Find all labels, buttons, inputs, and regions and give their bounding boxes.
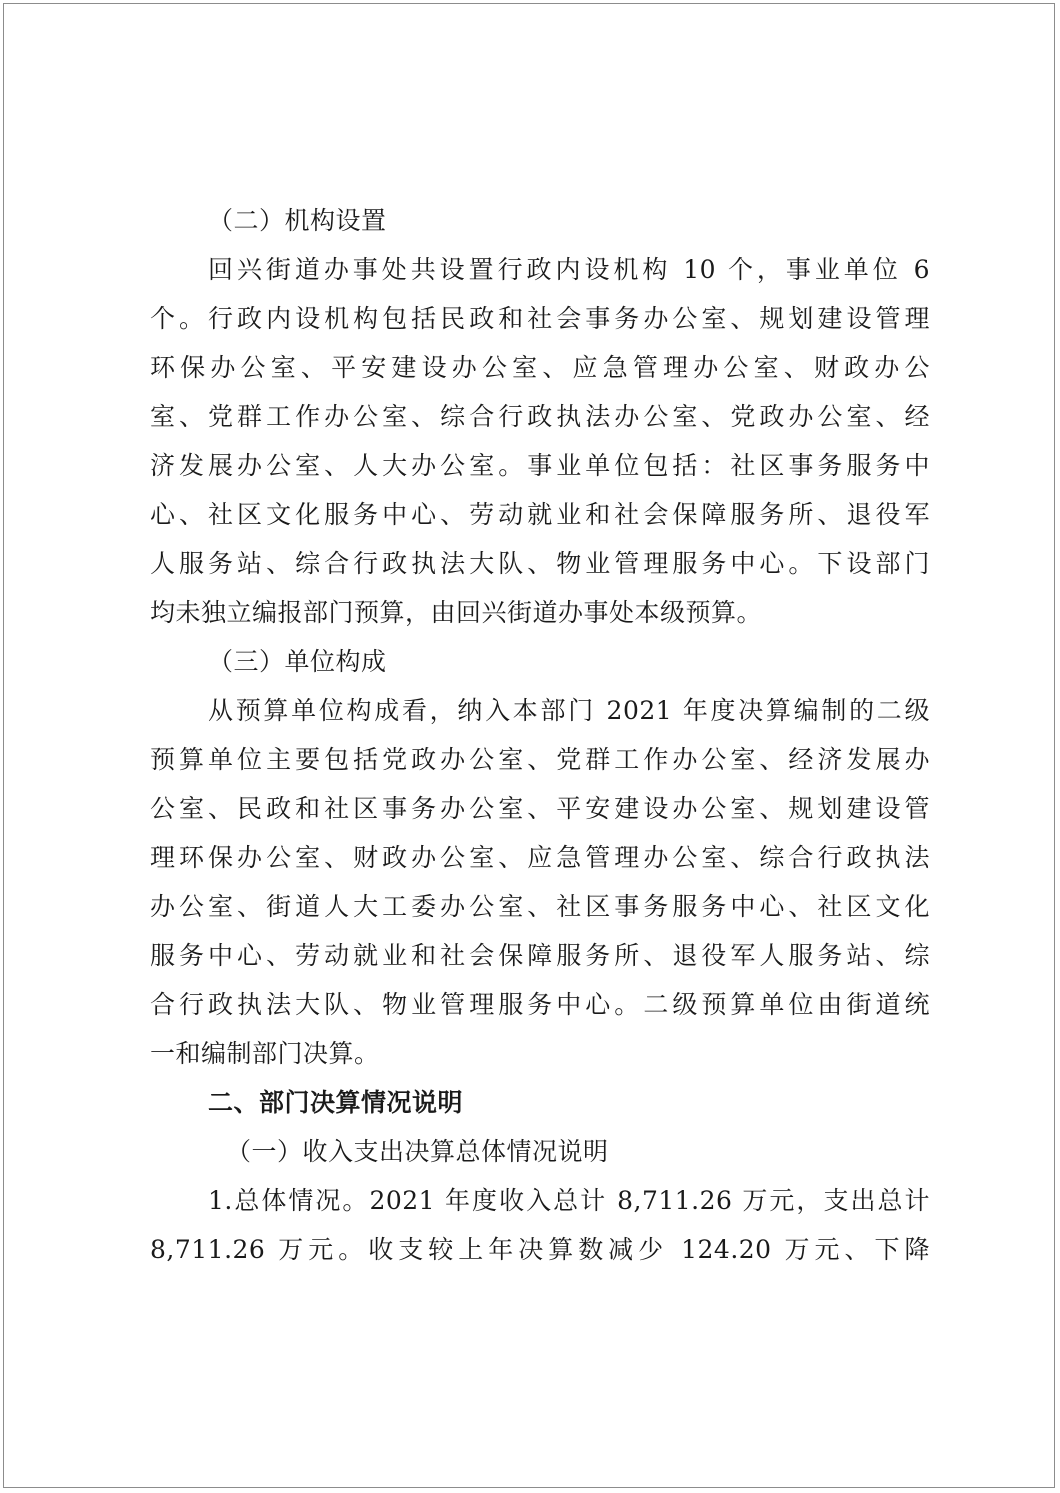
paragraph-line: 心、社区文化服务中心、劳动就业和社会保障服务所、退役军 [150, 500, 930, 529]
section-heading-unit-composition: （三）单位构成 [208, 647, 387, 676]
document-body [150, 196, 930, 1274]
paragraph-line: 合行政执法大队、物业管理服务中心。二级预算单位由街道统 [150, 990, 930, 1019]
paragraph-line: 人服务站、综合行政执法大队、物业管理服务中心。下设部门 [150, 549, 930, 578]
unit-composition-paragraph [150, 686, 930, 1078]
paragraph-line: 环保办公室、平安建设办公室、应急管理办公室、财政办公 [150, 353, 930, 382]
part-two-heading: 二、部门决算情况说明 [208, 1088, 464, 1117]
paragraph-line: 公室、民政和社区事务办公室、平安建设办公室、规划建设管 [150, 794, 930, 823]
paragraph-line: 一和编制部门决算。 [150, 1039, 380, 1068]
paragraph-line: 个。行政内设机构包括民政和社会事务办公室、规划建设管理 [150, 304, 930, 333]
paragraph-line: 理环保办公室、财政办公室、应急管理办公室、综合行政执法 [150, 843, 930, 872]
paragraph-line: 回兴街道办事处共设置行政内设机构 10 个，事业单位 6 [208, 255, 930, 284]
paragraph-line: 从预算单位构成看，纳入本部门 2021 年度决算编制的二级 [208, 696, 930, 725]
section-heading-org-setup: （二）机构设置 [208, 206, 387, 235]
paragraph-line: 办公室、街道人大工委办公室、社区事务服务中心、社区文化 [150, 892, 930, 921]
paragraph-line: 服务中心、劳动就业和社会保障服务所、退役军人服务站、综 [150, 941, 930, 970]
paragraph-line: 均未独立编报部门预算，由回兴街道办事处本级预算。 [150, 598, 763, 627]
paragraph-line: 济发展办公室、人大办公室。事业单位包括：社区事务服务中 [150, 451, 930, 480]
income-expense-heading: （一）收入支出决算总体情况说明 [226, 1137, 609, 1166]
paragraph-line: 室、党群工作办公室、综合行政执法办公室、党政办公室、经 [150, 402, 930, 431]
paragraph-line: 1.总体情况。2021 年度收入总计 8,711.26 万元，支出总计 [208, 1186, 930, 1215]
paragraph-line: 预算单位主要包括党政办公室、党群工作办公室、经济发展办 [150, 745, 930, 774]
org-setup-paragraph [150, 245, 930, 637]
overall-situation-paragraph [150, 1176, 930, 1274]
paragraph-line: 8,711.26 万元。收支较上年决算数减少 124.20 万元、下降 [150, 1235, 930, 1264]
document-page [3, 3, 1055, 1488]
